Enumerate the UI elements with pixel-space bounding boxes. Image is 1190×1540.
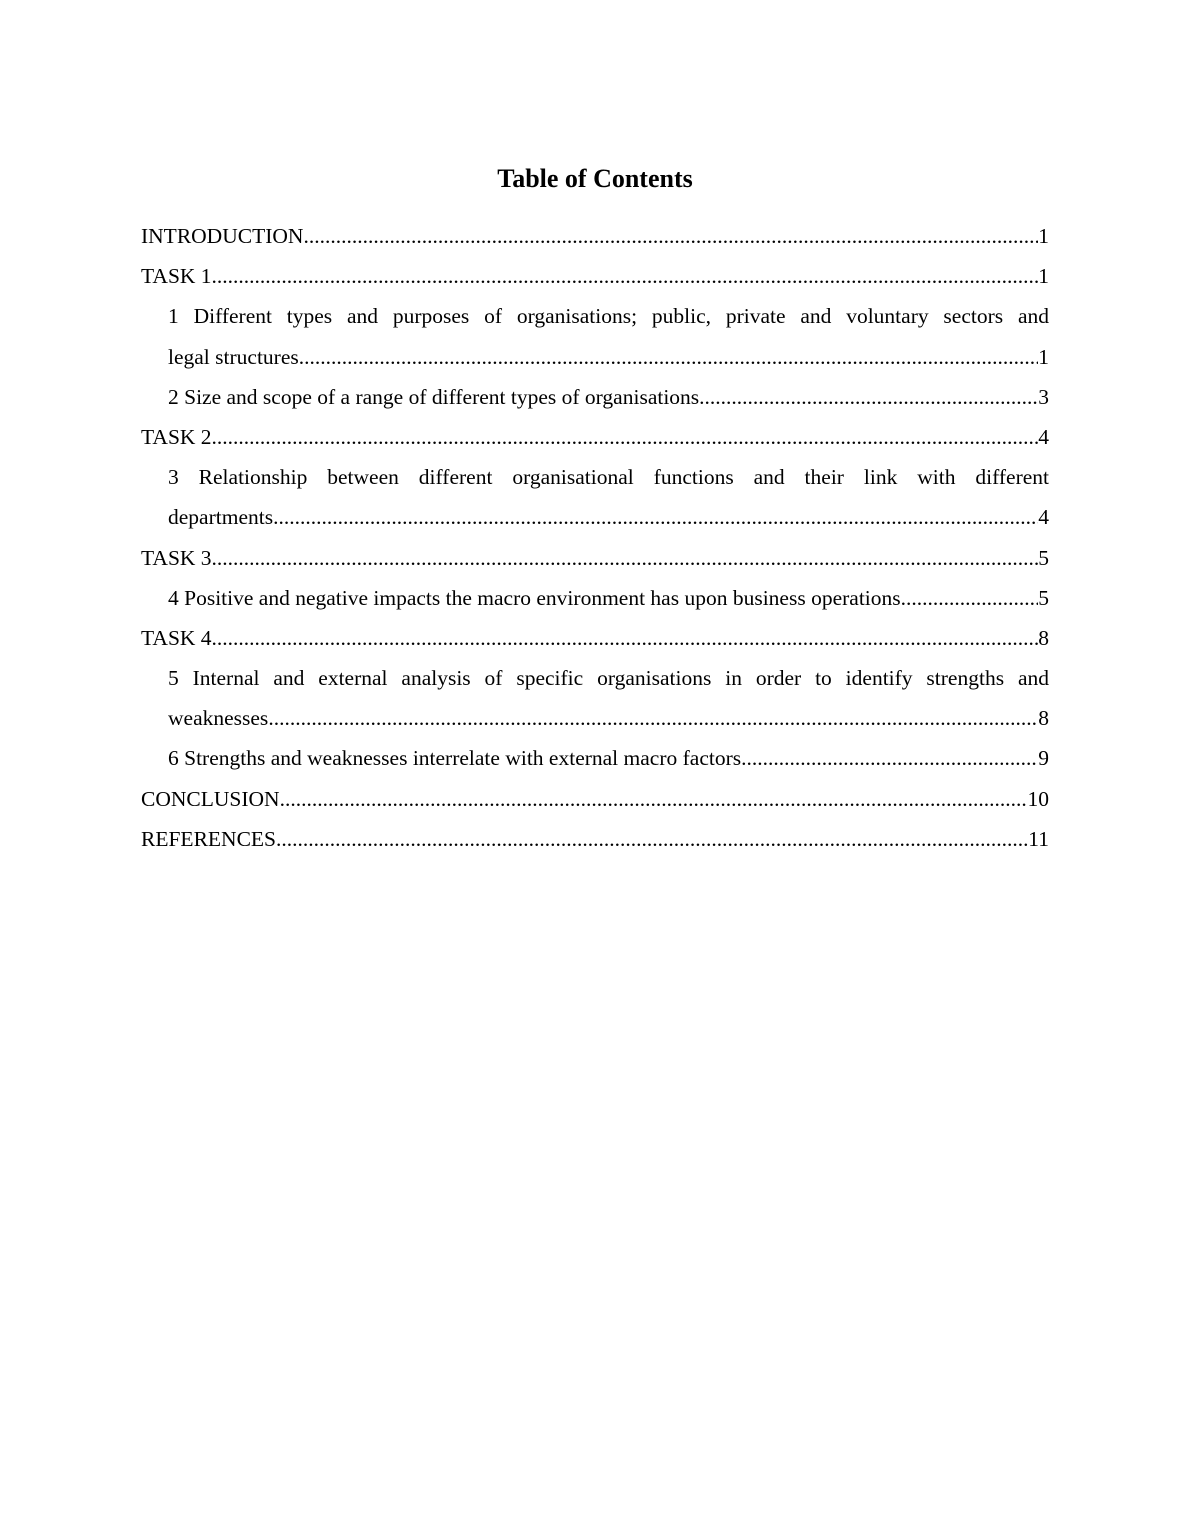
toc-page-number: 9 [1038,746,1049,771]
toc-entry-label: INTRODUCTION [141,224,304,248]
toc-entry-label: 4 Positive and negative impacts the macro environment has upon business operations [168,585,901,610]
toc-page-number: 1 [1038,264,1049,289]
toc-page-number: 1 [1038,224,1049,248]
dot-leader [212,538,1039,578]
toc-page-number: 10 [1027,786,1049,811]
toc-entry-label: 6 Strengths and weaknesses interrelate with external macro factors [168,746,742,771]
dot-leader [901,578,1039,618]
toc-entry-label: legal structures [168,344,299,369]
toc-entry-task-1[interactable] [141,256,1049,296]
toc-entry-label-line1: 5 Internal and external analysis of specific organisations in order to identify strengths and [168,666,1049,691]
toc-entry-section-3[interactable] [141,457,1049,537]
toc-entry-label-line1: 3 Relationship between different organisational functions and their link with different [168,465,1049,490]
toc-entry-section-2[interactable] [141,377,1049,417]
dot-leader [273,497,1038,537]
toc-entry-label: TASK 3 [141,545,212,570]
dot-leader [303,216,1038,256]
toc-page-number: 11 [1028,826,1049,851]
dot-leader [741,738,1038,778]
dot-leader [268,698,1038,738]
toc-entry-section-4[interactable] [141,578,1049,618]
toc-page-number: 4 [1038,505,1049,530]
toc-entry-label: departments [168,505,274,530]
toc-page-number: 4 [1038,424,1049,449]
toc-entry-label: weaknesses [168,706,269,731]
toc-entry-task-2[interactable] [141,417,1049,457]
toc-page-number: 3 [1038,384,1049,409]
toc-entry-label: CONCLUSION [141,786,280,811]
toc-entry-label: TASK 4 [141,625,212,650]
dot-leader [212,417,1039,457]
dot-leader [276,819,1028,859]
dot-leader [280,779,1028,819]
toc-page-number: 8 [1038,625,1049,650]
toc-entry-references[interactable] [141,819,1049,859]
toc-entry-label: TASK 1 [141,264,212,289]
dot-leader [212,256,1039,296]
toc-entry-introduction[interactable] [141,216,1049,256]
toc-entry-label-line1: 1 Different types and purposes of organisations; public, private and voluntary sectors and [168,304,1049,329]
table-of-contents [141,216,1049,859]
toc-page-number: 5 [1038,545,1049,570]
toc-entry-section-5[interactable] [141,658,1049,738]
toc-entry-section-6[interactable] [141,738,1049,778]
dot-leader [299,337,1039,377]
toc-entry-conclusion[interactable] [141,779,1049,819]
toc-heading: Table of Contents [497,164,693,193]
toc-page-number: 8 [1038,706,1049,731]
toc-page-number: 5 [1038,585,1049,610]
toc-entry-section-1[interactable] [141,296,1049,376]
toc-entry-task-4[interactable] [141,618,1049,658]
dot-leader [212,618,1039,658]
toc-entry-task-3[interactable] [141,538,1049,578]
toc-entry-label: TASK 2 [141,424,212,449]
toc-entry-label: 2 Size and scope of a range of different types of organisations [168,384,700,409]
toc-page-number: 1 [1038,344,1049,369]
toc-entry-label: REFERENCES [141,826,276,851]
dot-leader [699,377,1038,417]
